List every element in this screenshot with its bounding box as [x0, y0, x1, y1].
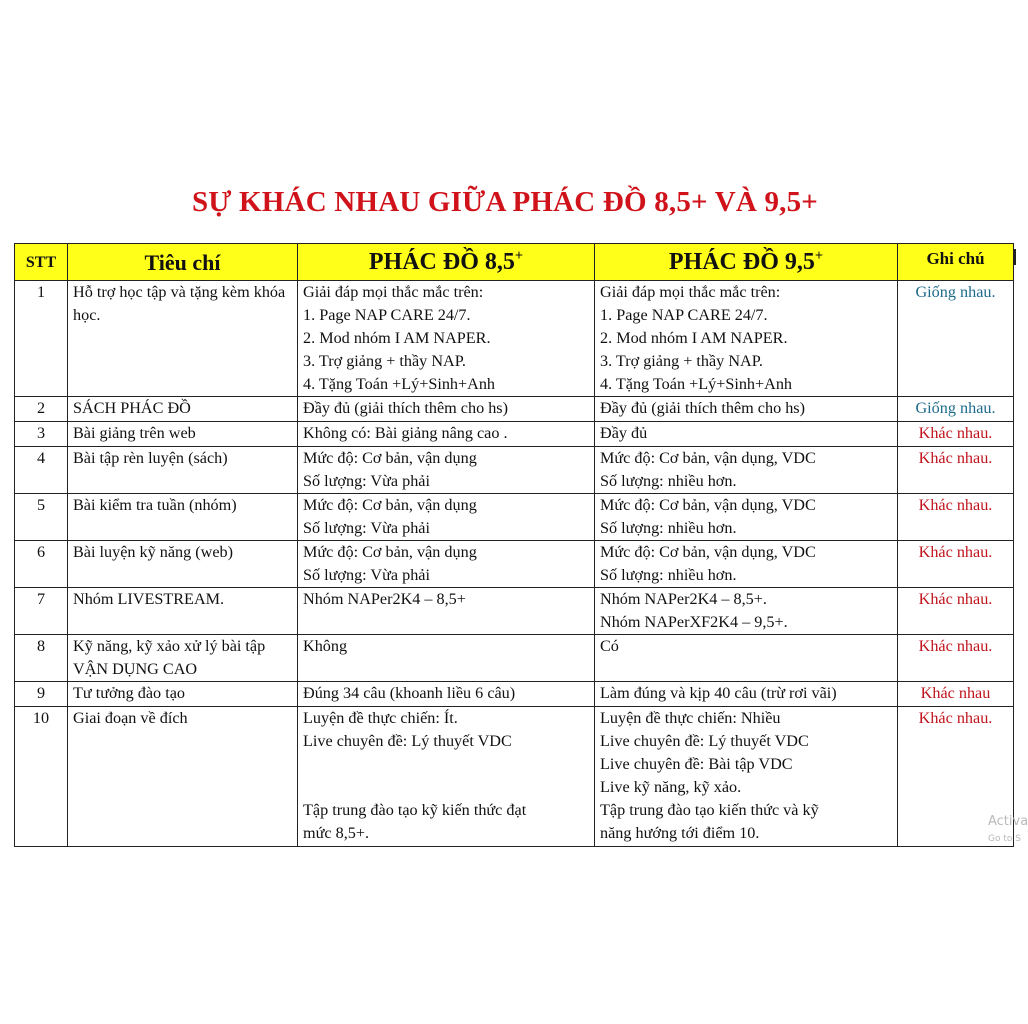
cell-line: Luyện đề thực chiến: Ít.	[303, 709, 458, 727]
cell-line: Nhóm NAPerXF2K4 – 9,5+.	[600, 613, 788, 631]
row-note: Khác nhau.	[898, 447, 1014, 494]
header-row	[15, 244, 1014, 281]
cell-line: Live kỹ năng, kỹ xảo.	[600, 778, 742, 796]
row-criteria: Bài giảng trên web	[68, 422, 298, 447]
table-row	[15, 707, 1014, 847]
cell-line: Số lượng: Vừa phải	[303, 472, 430, 490]
table-row	[15, 281, 1014, 397]
row-criteria: Tư tưởng đào tạo	[68, 682, 298, 707]
cell-line: Giải đáp mọi thắc mắc trên:	[303, 283, 484, 301]
row-plan-85	[298, 707, 595, 847]
cell-line: Số lượng: Vừa phải	[303, 519, 430, 537]
header-criteria: Tiêu chí	[68, 244, 298, 281]
table-row	[15, 422, 1014, 447]
row-plan-95	[595, 541, 898, 588]
row-plan-95	[595, 682, 898, 707]
cell-line: 1. Page NAP CARE 24/7.	[600, 306, 768, 324]
header-plan-95	[595, 244, 898, 281]
row-note: Khác nhau	[898, 682, 1014, 707]
cell-line: Tập trung đào tạo kiến thức và kỹ	[600, 801, 819, 819]
page-title: SỰ KHÁC NHAU GIỮA PHÁC ĐỒ 8,5+ VÀ 9,5+	[191, 186, 819, 218]
cell-line: mức 8,5+.	[303, 824, 370, 842]
row-stt: 8	[15, 635, 68, 682]
cell-line: Mức độ: Cơ bản, vận dụng, VDC	[600, 496, 816, 514]
row-criteria: Nhóm LIVESTREAM.	[68, 588, 298, 635]
cell-line: Không có: Bài giảng nâng cao .	[303, 424, 508, 442]
row-stt: 1	[15, 281, 68, 397]
cell-line: Mức độ: Cơ bản, vận dụng, VDC	[600, 449, 816, 467]
cell-line: Luyện đề thực chiến: Nhiều	[600, 709, 781, 727]
cell-line: Giải đáp mọi thắc mắc trên:	[600, 283, 781, 301]
row-stt: 9	[15, 682, 68, 707]
row-criteria: Kỹ năng, kỹ xảo xử lý bài tập VẬN DỤNG CAO	[68, 635, 298, 682]
row-note: Khác nhau.	[898, 635, 1014, 682]
header-plan-85	[298, 244, 595, 281]
cell-line: Live chuyên đề: Lý thuyết VDC	[303, 732, 512, 750]
row-stt: 10	[15, 707, 68, 847]
table-row	[15, 635, 1014, 682]
table-row	[15, 682, 1014, 707]
table-row	[15, 541, 1014, 588]
cell-line: Số lượng: nhiều hơn.	[600, 566, 737, 584]
row-criteria: Bài kiểm tra tuần (nhóm)	[68, 494, 298, 541]
row-plan-95	[595, 397, 898, 422]
activation-watermark: Activa	[988, 814, 1028, 829]
row-plan-85	[298, 541, 595, 588]
row-stt: 2	[15, 397, 68, 422]
row-plan-95	[595, 588, 898, 635]
table-edge-mark	[1014, 249, 1016, 265]
row-plan-85	[298, 397, 595, 422]
cell-line: Số lượng: nhiều hơn.	[600, 519, 737, 537]
cell-line: Nhóm NAPer2K4 – 8,5+	[303, 590, 466, 608]
cell-line: 3. Trợ giảng + thầy NAP.	[303, 352, 466, 370]
row-plan-95	[595, 447, 898, 494]
row-note: Khác nhau.	[898, 707, 1014, 847]
cell-line: Đầy đủ (giải thích thêm cho hs)	[303, 399, 508, 417]
row-plan-95	[595, 707, 898, 847]
cell-line: Đầy đủ	[600, 424, 648, 442]
row-stt: 6	[15, 541, 68, 588]
row-note: Khác nhau.	[898, 494, 1014, 541]
cell-line: Mức độ: Cơ bản, vận dụng	[303, 496, 477, 514]
cell-line: Live chuyên đề: Bài tập VDC	[600, 755, 793, 773]
cell-line: Live chuyên đề: Lý thuyết VDC	[600, 732, 809, 750]
cell-line: 1. Page NAP CARE 24/7.	[303, 306, 471, 324]
row-stt: 7	[15, 588, 68, 635]
row-note: Giống nhau.	[898, 397, 1014, 422]
row-plan-85	[298, 447, 595, 494]
cell-line: Không	[303, 637, 348, 655]
row-note: Khác nhau.	[898, 588, 1014, 635]
row-plan-95	[595, 422, 898, 447]
cell-line: 3. Trợ giảng + thầy NAP.	[600, 352, 763, 370]
cell-line: 4. Tặng Toán +Lý+Sinh+Anh	[303, 375, 496, 393]
comparison-table	[14, 243, 1014, 847]
row-plan-85	[298, 494, 595, 541]
table-row	[15, 447, 1014, 494]
cell-line: Số lượng: nhiều hơn.	[600, 472, 737, 490]
header-stt: STT	[15, 244, 68, 281]
header-plan-85-sup: +	[514, 247, 524, 264]
row-plan-85	[298, 682, 595, 707]
row-plan-85	[298, 281, 595, 397]
header-plan-95-label: PHÁC ĐỒ 9,5	[668, 248, 815, 275]
cell-line: năng hướng tới điểm 10.	[600, 824, 760, 842]
cell-line: Mức độ: Cơ bản, vận dụng	[303, 543, 477, 561]
row-plan-85	[298, 588, 595, 635]
row-note: Khác nhau.	[898, 422, 1014, 447]
row-criteria: Giai đoạn về đích	[68, 707, 298, 847]
cell-line: Tập trung đào tạo kỹ kiến thức đạt	[303, 801, 527, 819]
cell-line: Đầy đủ (giải thích thêm cho hs)	[600, 399, 805, 417]
cell-line: Mức độ: Cơ bản, vận dụng, VDC	[600, 543, 816, 561]
table-row	[15, 494, 1014, 541]
header-plan-85-label: PHÁC ĐỒ 8,5	[368, 248, 515, 275]
row-plan-85	[298, 635, 595, 682]
table-row	[15, 397, 1014, 422]
cell-line: Có	[600, 637, 619, 655]
row-stt: 5	[15, 494, 68, 541]
row-note: Khác nhau.	[898, 541, 1014, 588]
row-plan-95	[595, 494, 898, 541]
row-plan-95	[595, 635, 898, 682]
cell-line: Nhóm NAPer2K4 – 8,5+.	[600, 590, 767, 608]
cell-line: Số lượng: Vừa phải	[303, 566, 430, 584]
cell-line: Làm đúng và kịp 40 câu (trừ rơi vãi)	[600, 684, 837, 702]
cell-line: 2. Mod nhóm I AM NAPER.	[303, 329, 491, 347]
cell-line: Đúng 34 câu (khoanh liều 6 câu)	[303, 684, 516, 702]
row-note: Giống nhau.	[898, 281, 1014, 397]
row-criteria: Hỗ trợ học tập và tặng kèm khóa học.	[68, 281, 298, 397]
activation-watermark-sub: Go to S	[988, 834, 1021, 844]
cell-line: Mức độ: Cơ bản, vận dụng	[303, 449, 477, 467]
header-note: Ghi chú	[898, 244, 1014, 281]
row-criteria: Bài luyện kỹ năng (web)	[68, 541, 298, 588]
cell-line: 4. Tặng Toán +Lý+Sinh+Anh	[600, 375, 793, 393]
row-stt: 3	[15, 422, 68, 447]
row-plan-95	[595, 281, 898, 397]
row-stt: 4	[15, 447, 68, 494]
row-plan-85	[298, 422, 595, 447]
row-criteria: SÁCH PHÁC ĐỒ	[68, 397, 298, 422]
header-plan-95-sup: +	[814, 247, 824, 264]
row-criteria: Bài tập rèn luyện (sách)	[68, 447, 298, 494]
cell-line: 2. Mod nhóm I AM NAPER.	[600, 329, 788, 347]
cell-spacer	[303, 753, 589, 799]
table-row	[15, 588, 1014, 635]
